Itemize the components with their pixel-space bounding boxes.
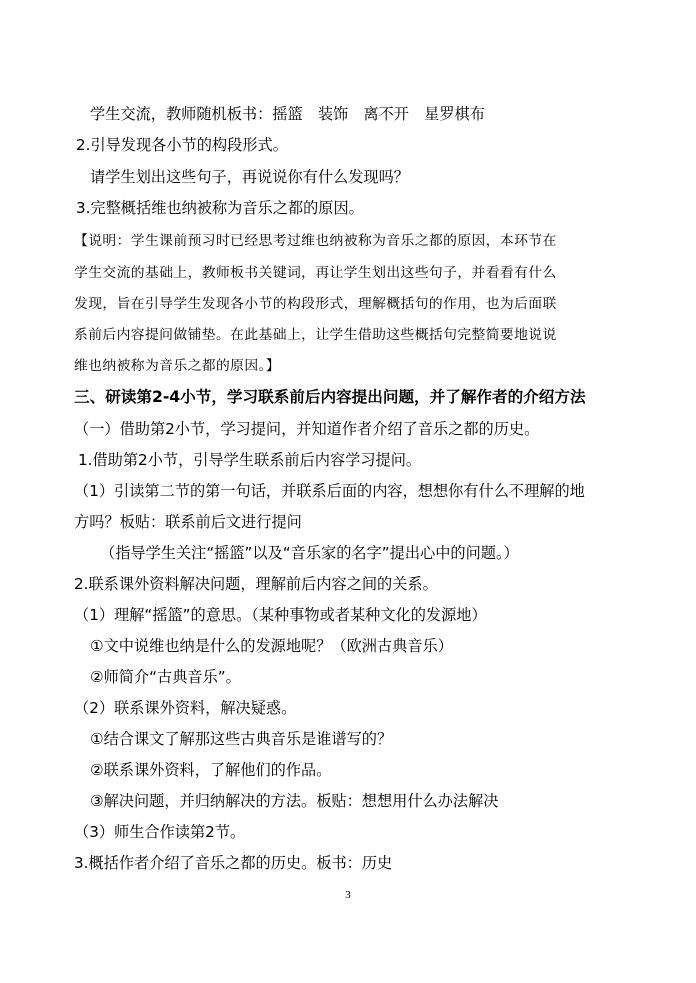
text-line-circle-1b: ①结合课文了解那这些古典音乐是谁谱写的？ (90, 730, 393, 748)
text-line-circle-2: ②师简介“古典音乐”。 (90, 668, 241, 686)
text-line-item-1-1a: （1）引读第二节的第一句话，并联系后面的内容，想想你有什么不理解的地 (74, 482, 585, 500)
note-line-5: 维也纳被称为音乐之都的原因。】 (74, 358, 281, 374)
text-line-item-1-1b: 方吗？板贴：联系前后文进行提问 (74, 513, 302, 531)
text-line-item-2-3: （3）师生合作读第2节。 (74, 823, 246, 841)
text-line-item-1: 1.借助第2小节，引导学生联系前后内容学习提问。 (78, 451, 422, 469)
text-line-board-words: 学生交流，教师随机板书：摇篮 装饰 离不开 星罗棋布 (90, 105, 485, 123)
subsection-heading-one: （一）借助第2小节，学习提问，并知道作者介绍了音乐之都的历史。 (74, 420, 540, 438)
section-heading-three: 三、研读第2-4小节，学习联系前后内容提出问题，并了解作者的介绍方法 (74, 388, 586, 406)
note-line-3: 发现，旨在引导学生发现各小节的构段形式，理解概括句的作用，也为后面联 (74, 296, 557, 312)
note-line-1: 【说明：学生课前预习时已经思考过维也纳被称为音乐之都的原因，本环节在 (74, 233, 557, 249)
note-line-4: 系前后内容提问做铺垫。在此基础上，让学生借助这些概括句完整简要地说说 (74, 327, 557, 343)
text-line-item-3: 3.概括作者介绍了音乐之都的历史。板书：历史 (74, 854, 393, 872)
text-line-item-2: 2.联系课外资料解决问题，理解前后内容之间的关系。 (74, 575, 438, 593)
text-line-step-2: 2.引导发现各小节的构段形式。 (76, 136, 288, 154)
text-line-circle-1: ①文中说维也纳是什么的发源地呢？（欧洲古典音乐） (90, 637, 453, 655)
text-line-guidance: （指导学生关注“摇篮”以及“音乐家的名字”提出心中的问题。） (100, 544, 519, 562)
text-line-circle-3b: ③解决问题，并归纳解决的方法。板贴：想想用什么办法解决 (90, 792, 499, 810)
page-number: 3 (345, 889, 351, 901)
text-line-step-3: 3.完整概括维也纳被称为音乐之都的原因。 (76, 199, 364, 217)
text-line-circle-2b: ②联系课外资料，了解他们的作品。 (90, 761, 332, 779)
text-line-item-2-2: （2）联系课外资料，解决疑惑。 (74, 699, 297, 717)
text-line-item-2-1: （1）理解“摇篮”的意思。（某种事物或者某种文化的发源地） (74, 606, 487, 624)
note-line-2: 学生交流的基础上，教师板书关键词，再让学生划出这些句子，并看看有什么 (74, 265, 557, 281)
text-line-instruction: 请学生划出这些句子，再说说你有什么发现吗？ (90, 168, 409, 186)
